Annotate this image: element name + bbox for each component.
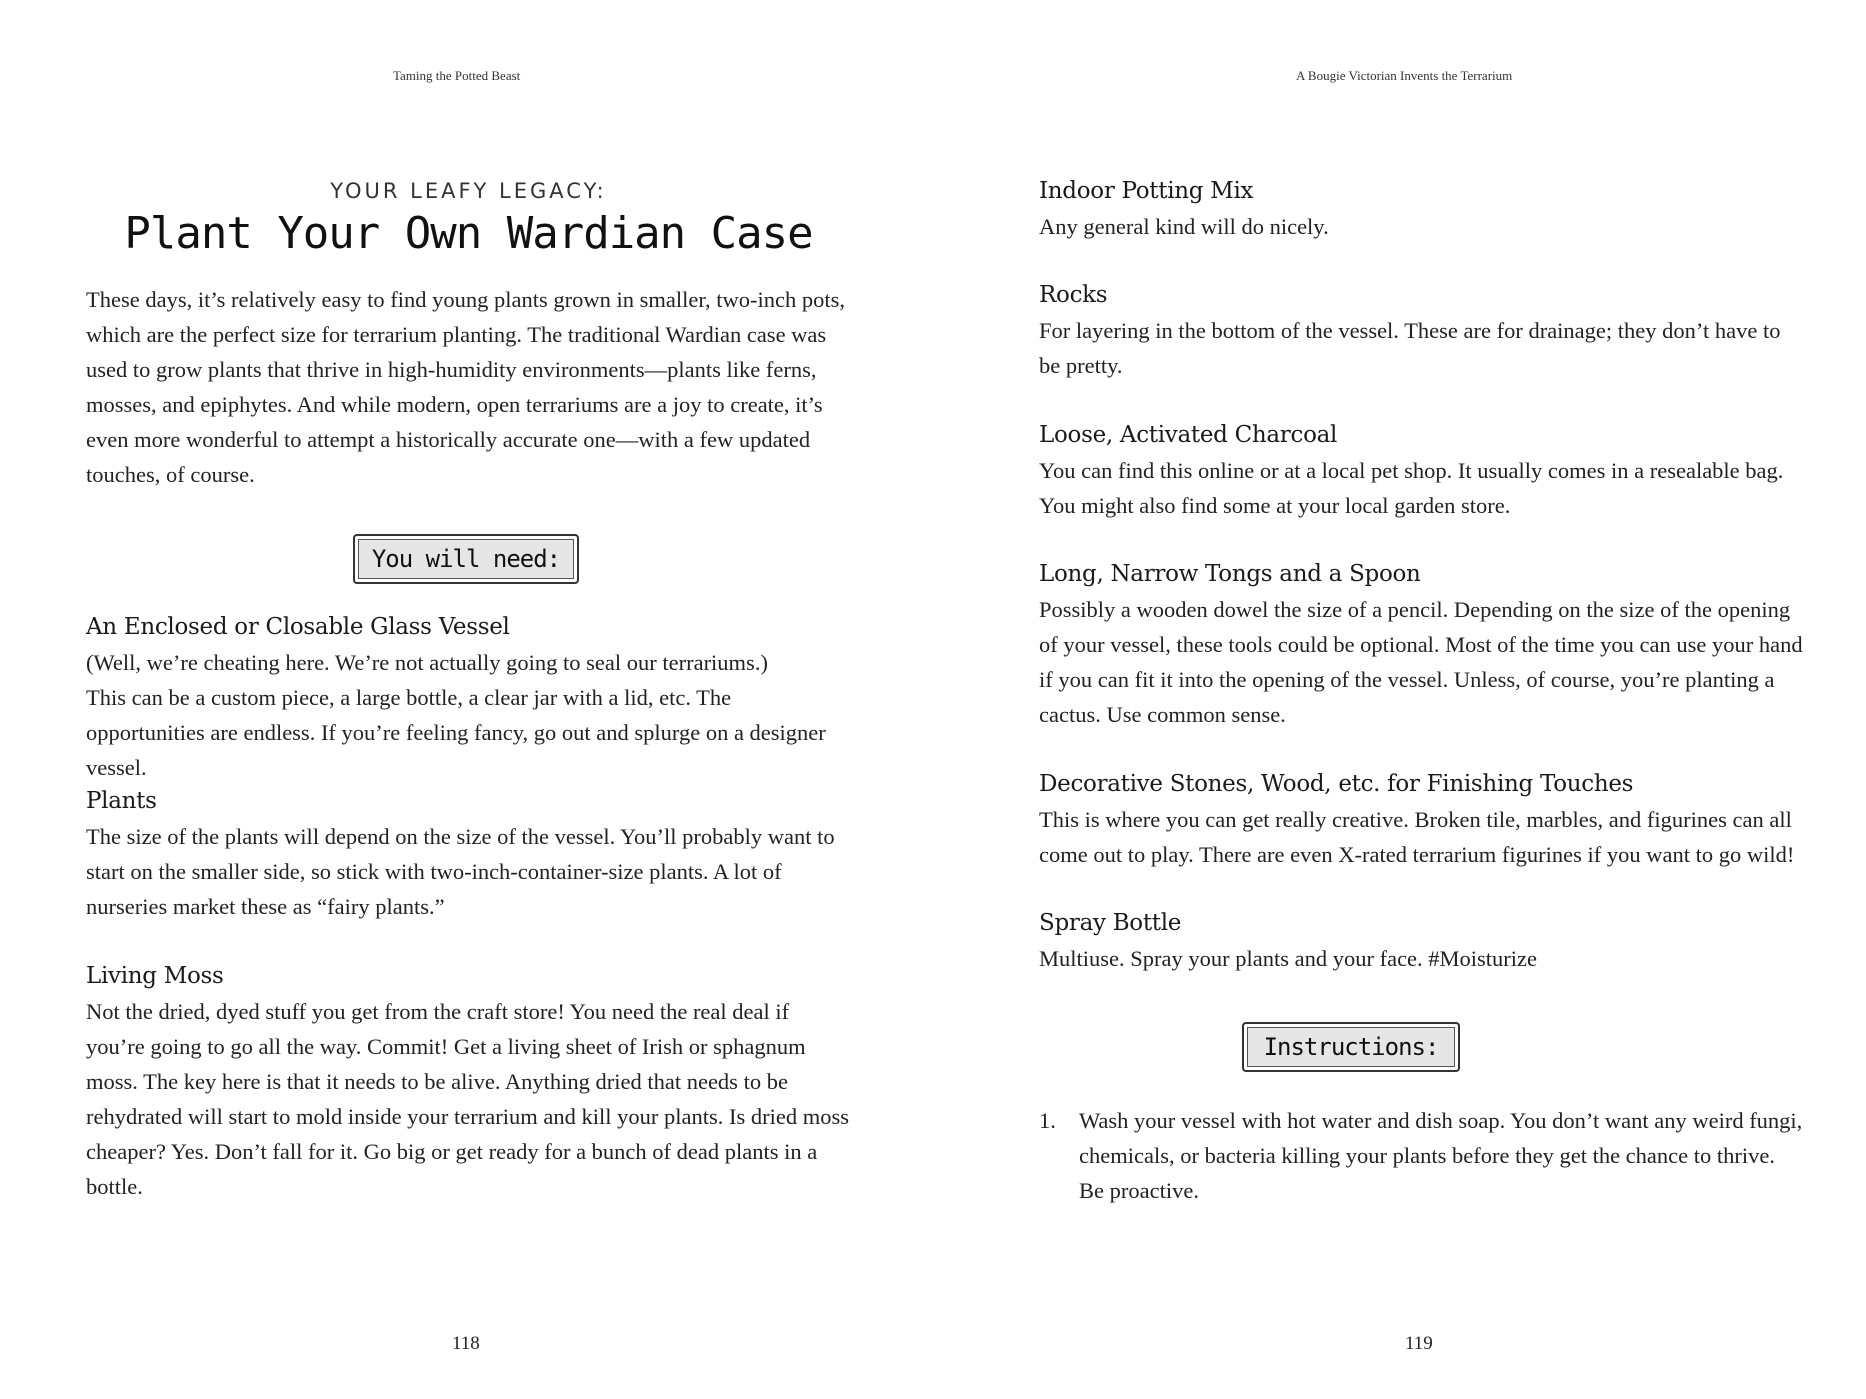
- step-number: 1.: [1039, 1108, 1056, 1133]
- page-number: 119: [1405, 1333, 1433, 1354]
- item-text: This can be a custom piece, a large bottle, a clear jar with a lid, etc. The opportunities are endless. If you’re feeling fancy, go out and splurge on a designer vessel.: [86, 685, 826, 780]
- plaque-label: You will need:: [371, 545, 561, 573]
- item-heading: Plants: [86, 788, 157, 814]
- item-tongs: [1039, 559, 1804, 732]
- right-page: [933, 0, 1866, 1399]
- instructions-plaque: [1242, 1022, 1460, 1072]
- item-heading: Loose, Activated Charcoal: [1039, 422, 1338, 448]
- item-heading: Rocks: [1039, 282, 1108, 308]
- item-decorative: [1039, 769, 1804, 872]
- item-text: The size of the plants will depend on the size of the vessel. You’ll probably want to start on the smaller side, so stick with two-inch-container-size plants. A lot of nurseries market these as “fairy plants.”: [86, 824, 835, 919]
- item-text: Any general kind will do nicely.: [1039, 214, 1329, 239]
- item-text: Possibly a wooden dowel the size of a pencil. Depending on the size of the opening of your vessel, these tools could be optional. Most of the time you can use your hand if you can fit it into the opening of the vessel. Unless, of course, you’re planting a cactus. Use common sense.: [1039, 597, 1803, 727]
- item-heading: Indoor Potting Mix: [1039, 178, 1254, 204]
- item-text: This is where you can get really creative. Broken tile, marbles, and figurines can all come out to play. There are even X-rated terrarium figurines if you want to go wild!: [1039, 807, 1795, 867]
- item-heading: Long, Narrow Tongs and a Spoon: [1039, 561, 1421, 587]
- running-head: A Bougie Victorian Invents the Terrarium: [1296, 68, 1513, 83]
- item-potting-mix: [1039, 176, 1804, 244]
- item-plants: [86, 786, 851, 924]
- item-heading: Decorative Stones, Wood, etc. for Finishing Touches: [1039, 771, 1634, 797]
- intro-paragraph-block: [86, 282, 851, 492]
- item-rocks: [1039, 280, 1804, 383]
- page-title: Plant Your Own Wardian Case: [124, 208, 813, 259]
- plaque-label: Instructions:: [1263, 1033, 1439, 1061]
- page-number: 118: [452, 1333, 480, 1354]
- running-head: Taming the Potted Beast: [393, 68, 521, 83]
- instruction-step: [1039, 1103, 1804, 1208]
- item-text: (Well, we’re cheating here. We’re not actually going to seal our terrariums.): [86, 650, 768, 675]
- item-charcoal: [1039, 420, 1804, 523]
- item-heading: An Enclosed or Closable Glass Vessel: [86, 614, 510, 640]
- step-text: Wash your vessel with hot water and dish soap. You don’t want any weird fungi, chemicals, or bacteria killing your plants before they get the chance to thrive. Be proactive.: [1079, 1108, 1803, 1203]
- intro-paragraph: These days, it’s relatively easy to find young plants grown in smaller, two-inch pots, which are the perfect size for terrarium planting. The traditional Wardian case was used to grow plants that thrive in high-humidity environments—plants like ferns, mosses, and epiphytes. And while modern, open terrariums are a joy to create, it’s even more wonderful to attempt a historically accurate one—with a few updated touches, of course.: [86, 287, 845, 487]
- item-vessel: [86, 612, 851, 785]
- item-text: Multiuse. Spray your plants and your face. #Moisturize: [1039, 946, 1538, 971]
- item-heading: Living Moss: [86, 963, 224, 989]
- item-text: Not the dried, dyed stuff you get from the craft store! You need the real deal if you’re going to go all the way. Commit! Get a living sheet of Irish or sphagnum moss. The key here is that it needs to be alive. Anything dried that needs to be rehydrated will start to mold inside your terrarium and kill your plants. Is dried moss cheaper? Yes. Don’t fall for it. Go big or get ready for a bunch of dead plants in a bottle.: [86, 999, 849, 1199]
- item-text: For layering in the bottom of the vessel. These are for drainage; they don’t have to be pretty.: [1039, 318, 1781, 378]
- you-will-need-plaque: [353, 534, 579, 584]
- item-spray-bottle: [1039, 908, 1804, 976]
- section-kicker: YOUR LEAFY LEGACY:: [330, 179, 607, 203]
- item-text: You can find this online or at a local pet shop. It usually comes in a resealable bag. You might also find some at your local garden store.: [1039, 458, 1784, 518]
- ordered-list-item: [1039, 1103, 1804, 1208]
- item-heading: Spray Bottle: [1039, 910, 1182, 936]
- item-living-moss: [86, 961, 851, 1204]
